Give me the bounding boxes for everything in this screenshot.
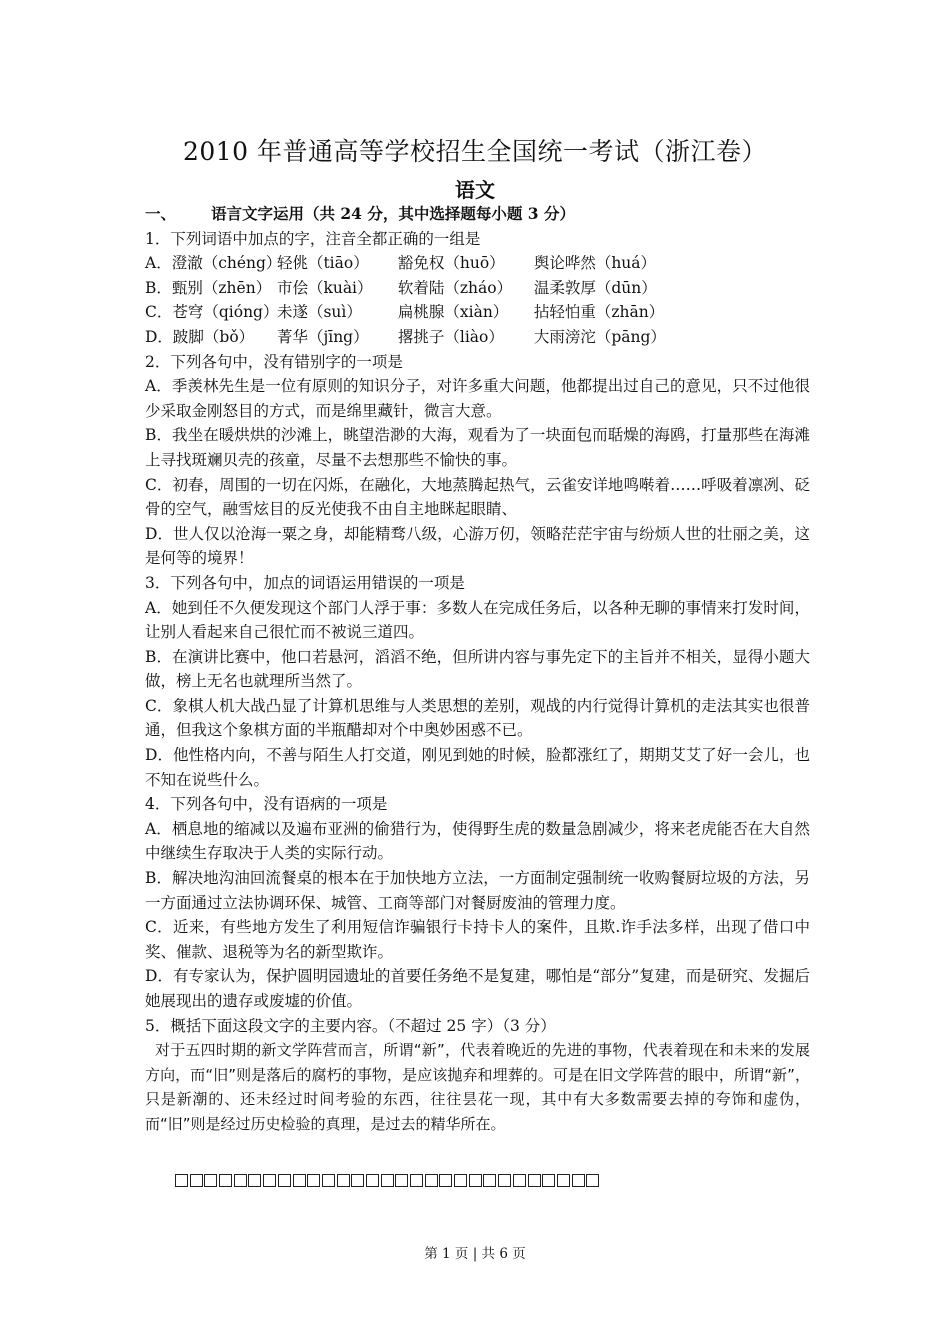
answer-cell[interactable] (234, 1174, 247, 1187)
option-term: 轻佻（tiāo） (276, 254, 369, 273)
answer-cell[interactable] (263, 1174, 276, 1187)
answer-cell[interactable] (366, 1174, 379, 1187)
answer-cell[interactable] (395, 1174, 408, 1187)
question-3-stem: 3．下列各句中，加点的词语运用错误的一项是 (145, 573, 465, 592)
question-2-stem: 2．下列各句中，没有错别字的一项是 (145, 352, 403, 371)
answer-cell[interactable] (454, 1174, 467, 1187)
option-term: 软着陆（zháo） (397, 278, 513, 297)
option-term: 拈轻怕重（zhān） (533, 303, 665, 322)
option-term: 温柔敦厚（dūn） (533, 278, 657, 297)
answer-cell[interactable] (439, 1174, 452, 1187)
option-term: 大雨滂沱（pāng） (533, 327, 666, 346)
answer-cell[interactable] (410, 1174, 423, 1187)
page-footer: 第 1 页 | 共 6 页 (424, 1246, 526, 1262)
answer-cell[interactable] (542, 1174, 555, 1187)
question-3-option-a: A．她到任不久便发现这个部门人浮于事：多数人在完成任务后，以各种无聊的事情来打发时间，让别人看起来自己很忙而不被说三道四。 (145, 598, 810, 642)
question-2-option-c: C．初春，周围的一切在闪烁，在融化，大地蒸腾起热气，云雀安详地鸣啭着……呼吸着凛冽、砭骨的空气，融雪炫目的反光使我不由自主地眯起眼睛、 (145, 475, 810, 519)
answer-cell[interactable] (528, 1174, 541, 1187)
question-1-options (145, 251, 810, 349)
exam-title: 2010 年普通高等学校招生全国统一考试（浙江卷） (182, 137, 768, 166)
option-row-b (145, 276, 810, 301)
exam-content (145, 202, 810, 1137)
answer-cell[interactable] (204, 1174, 217, 1187)
answer-box-row[interactable] (175, 1168, 605, 1194)
option-term: 菁华（jīng） (276, 327, 369, 346)
answer-cell[interactable] (248, 1174, 261, 1187)
answer-cell[interactable] (322, 1174, 335, 1187)
question-3-option-d: D．他性格内向，不善与陌生人打交道，刚见到她的时候，脸都涨红了，期期艾艾了好一会儿，也不知在说些什么。 (145, 746, 810, 789)
question-2-option-a: A．季羡林先生是一位有原则的知识分子，对许多重大问题，他都提出过自己的意见，只不过他很少采取金刚怒目的方式，而是绵里藏针，微言大意。 (145, 377, 810, 420)
question-4-option-a: A．栖息地的缩减以及遍布亚洲的偷猎行为，使得野生虎的数量急剧减少，将来老虎能否在大自然中继续生存取决于人类的实际行动。 (145, 819, 810, 863)
question-3-option-b: B．在演讲比赛中，他口若悬河，滔滔不绝，但所讲内容与事先定下的主旨并不相关，显得小题大做，榜上无名也就理所当然了。 (145, 647, 810, 691)
question-2-option-b: B．我坐在暖烘烘的沙滩上，眺望浩渺的大海，观看为了一块面包而聒燥的海鸥，打量那些在海滩上寻找斑斓贝壳的孩童，尽量不去想那些不愉快的事。 (145, 426, 810, 469)
question-5-passage (145, 1038, 810, 1136)
option-term: D．跛脚（bǒ） (145, 327, 255, 346)
passage-text: 对于五四时期的新文学阵营而言，所谓“新”，代表着晚近的先进的事物，代表着现在和未来的发展方向，而“旧”则是落后的腐朽的事物，是应该抛弃和埋葬的。可是在旧文学阵营的眼中，所谓“新”，只是新潮的、还未经过时间考验的东西，往往昙花一现，其中有大多数需要去掉的夸饰和虚伪，而“旧”则是经过历史检验的真理，是过去的精华所在。 (145, 1041, 810, 1133)
subject-title: 语文 (455, 178, 495, 202)
answer-cell[interactable] (483, 1174, 496, 1187)
section-heading-text: 语言文字运用（共 24 分，其中选择题每小题 3 分） (211, 204, 575, 223)
question-4-option-c: C．近来，有些地方发生了利用短信诈骗银行卡持卡人的案件，且欺.诈手法多样，出现了借口中奖、催款、退税等为名的新型欺诈。 (145, 918, 810, 961)
answer-cell[interactable] (278, 1174, 291, 1187)
option-term: 撂挑子（liào） (397, 327, 504, 346)
option-term: 舆论哗然（huá） (533, 254, 657, 273)
answer-cell[interactable] (513, 1174, 526, 1187)
answer-cell[interactable] (293, 1174, 306, 1187)
question-4-stem: 4．下列各句中，没有语病的一项是 (145, 795, 388, 814)
answer-cell[interactable] (337, 1174, 350, 1187)
answer-cell[interactable] (498, 1174, 511, 1187)
question-2-option-d: D．世人仅以沧海一粟之身，却能精骛八级，心游万仞，领略茫茫宇宙与纷烦人世的壮丽之美，这是何等的境界！ (145, 524, 810, 568)
option-term: 扁桃腺（xiàn） (397, 303, 509, 322)
option-term: C．苍穹（qióng） (145, 303, 279, 322)
answer-cell[interactable] (175, 1174, 188, 1187)
option-row-a (145, 251, 810, 276)
option-term: B．甄别（zhēn） (145, 278, 272, 297)
answer-cell[interactable] (572, 1174, 585, 1187)
option-term: 未遂（suì） (276, 303, 362, 322)
answer-cell[interactable] (219, 1174, 232, 1187)
answer-cell[interactable] (307, 1174, 320, 1187)
answer-cell[interactable] (190, 1174, 203, 1187)
question-3-option-c: C．象棋人机大战凸显了计算机思维与人类思想的差别，观战的内行觉得计算机的走法其实也很普通，但我这个象棋方面的半瓶醋却对个中奥妙困惑不已。 (145, 696, 810, 740)
section-heading (145, 202, 810, 227)
question-5-stem: 5．概括下面这段文字的主要内容。（不超过 25 字）（3 分） (145, 1016, 556, 1035)
section-number: 一、 (145, 204, 177, 223)
answer-cell[interactable] (381, 1174, 394, 1187)
question-4-option-b: B．解决地沟油回流餐桌的根本在于加快地方立法，一方面制定强制统一收购餐厨垃圾的方法，另一方面通过立法协调环保、城管、工商等部门对餐厨废油的管理力度。 (145, 869, 810, 912)
answer-cell[interactable] (469, 1174, 482, 1187)
question-1-stem: 1．下列词语中加点的字，注音全都正确的一组是 (145, 229, 481, 248)
option-term: 豁免权（huō） (397, 254, 505, 273)
option-row-c (145, 300, 810, 325)
option-term: 市侩（kuài） (276, 278, 373, 297)
answer-cell[interactable] (586, 1174, 599, 1187)
answer-cell[interactable] (557, 1174, 570, 1187)
answer-cell[interactable] (351, 1174, 364, 1187)
answer-cell[interactable] (425, 1174, 438, 1187)
option-row-d (145, 325, 810, 350)
option-term: A．澄澈（chéng） (145, 254, 282, 273)
question-4-option-d: D．有专家认为，保护圆明园遗址的首要任务绝不是复建，哪怕是“部分”复建，而是研究、发掘后她展现出的遗存或废墟的价值。 (145, 967, 810, 1010)
